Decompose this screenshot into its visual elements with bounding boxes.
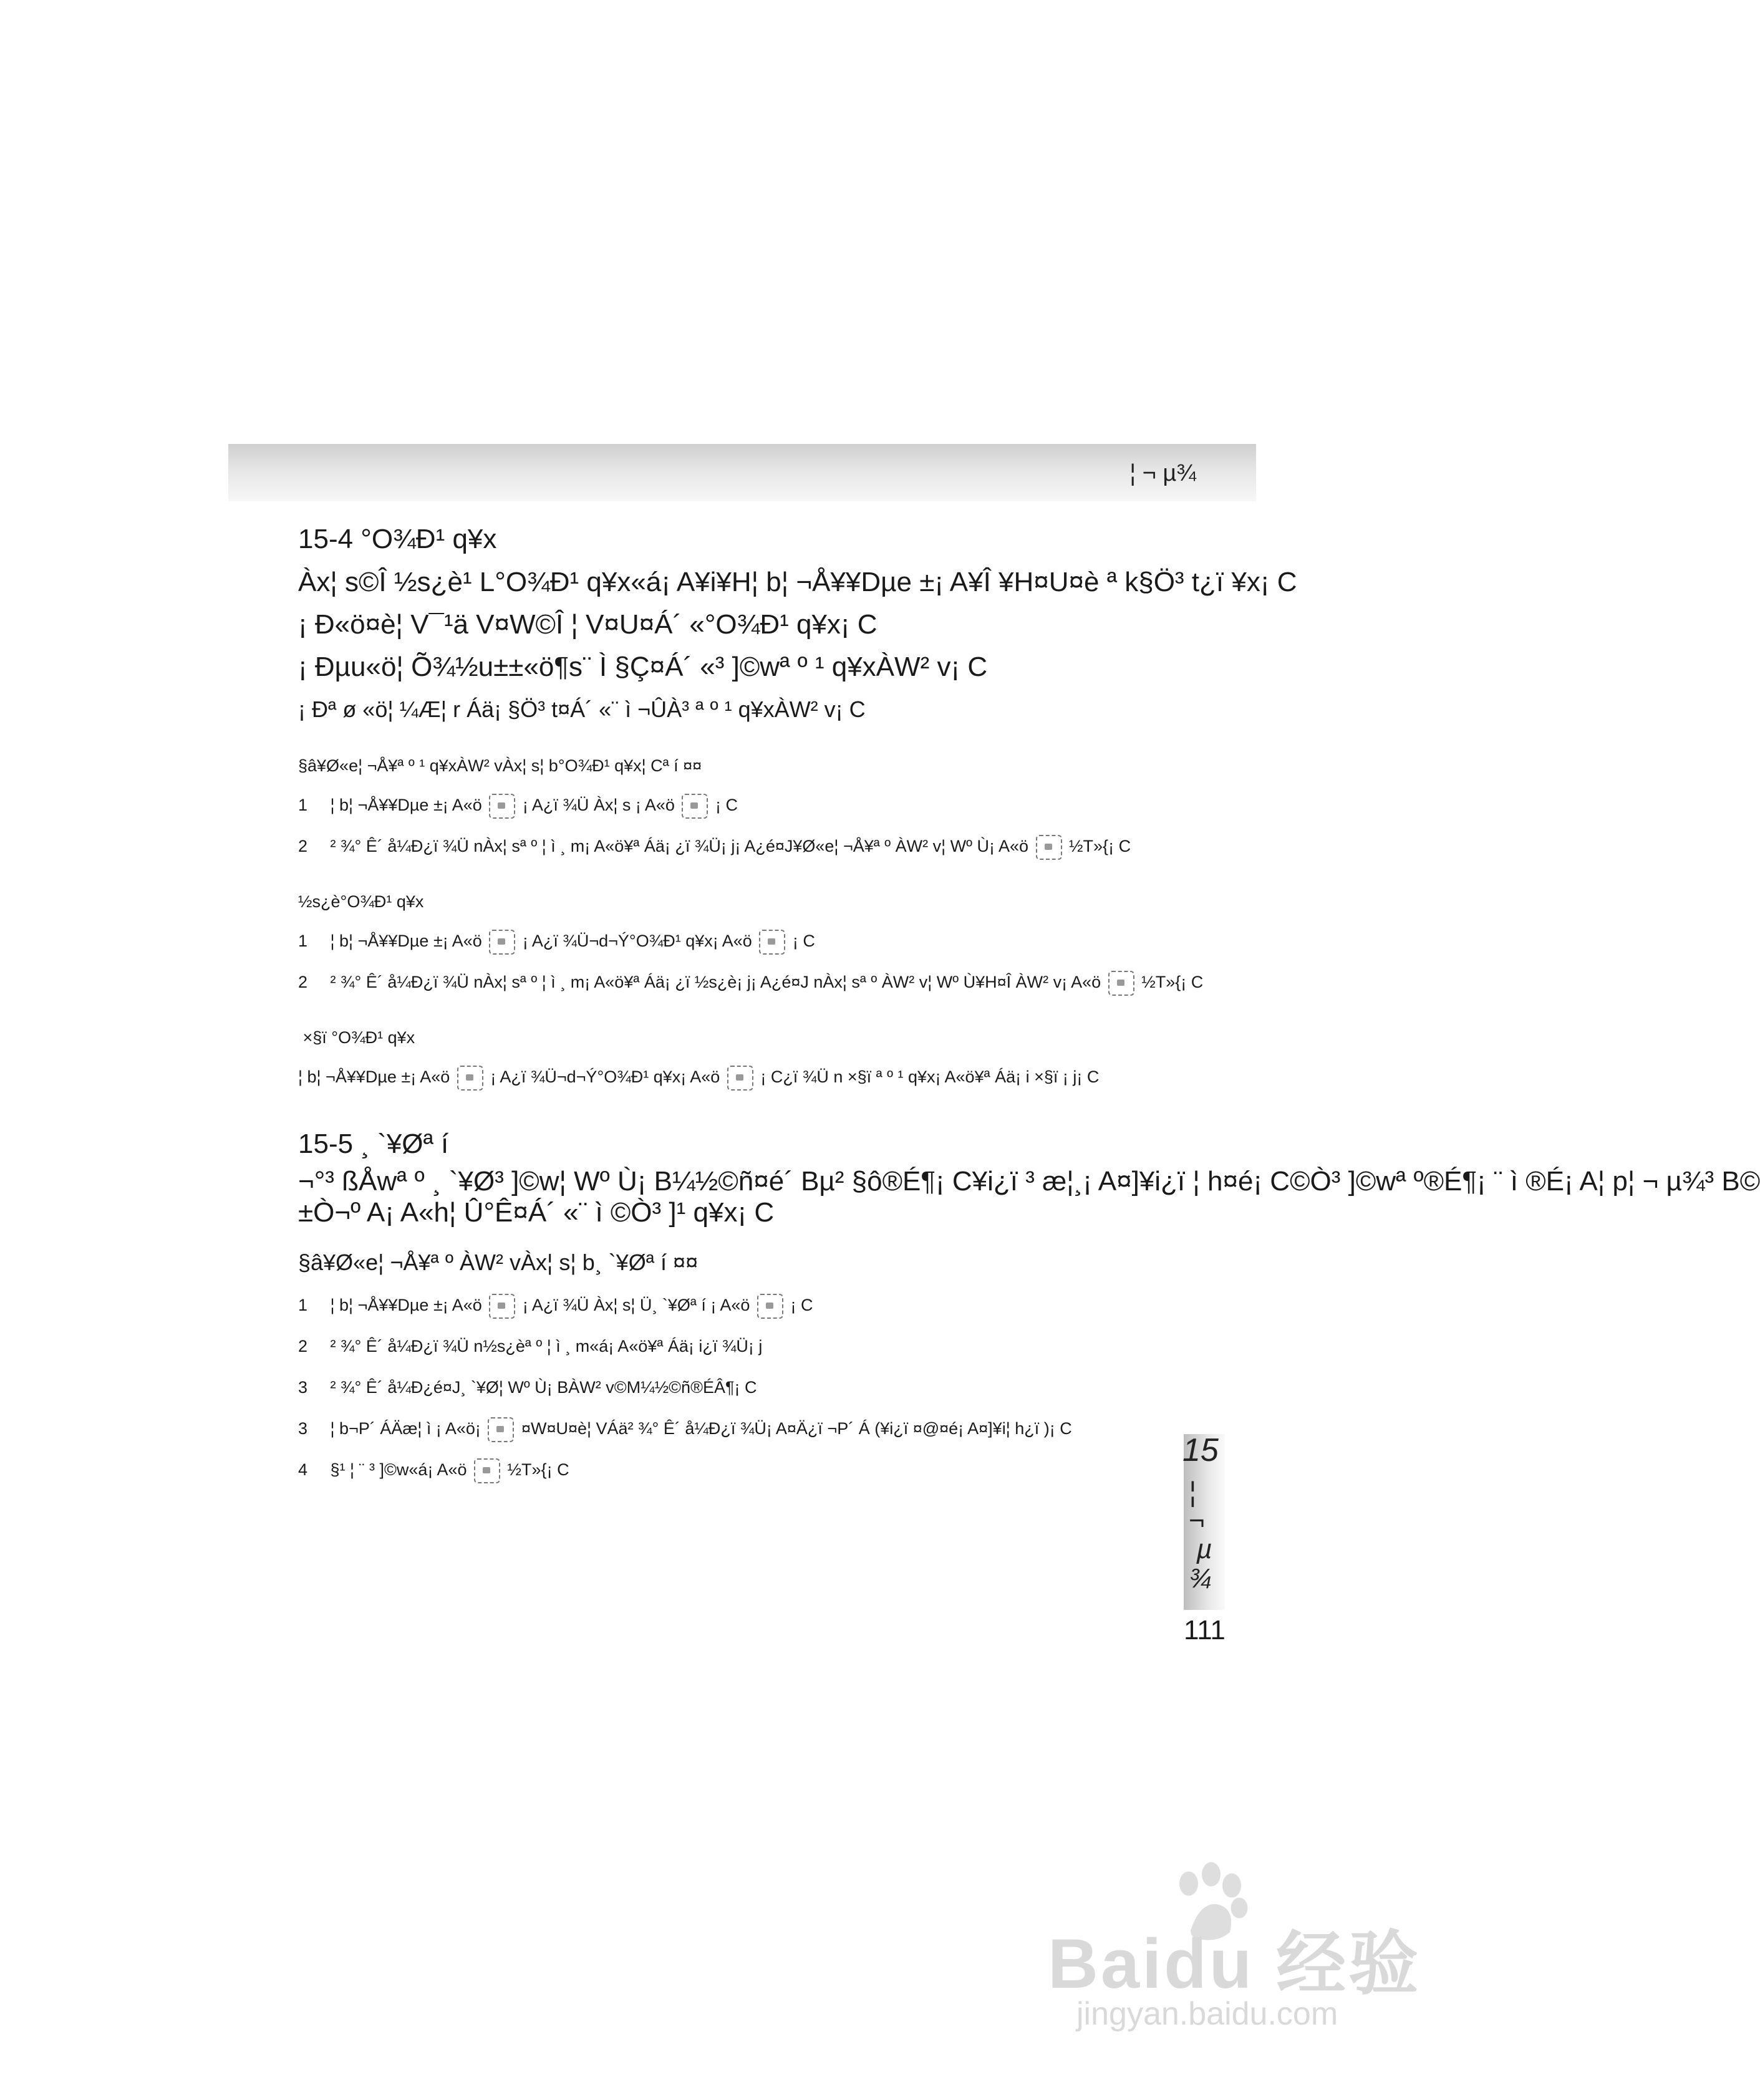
step-text-tail: ¡ A¿ï ¾Ü Àx¦ s ¡ A«ö: [522, 796, 675, 814]
step-text: ² ¾° Ê´ å¼Ð¿é¤J¸ `¥Ø¦ Wº Ù¡ BÀW² v©M¼½©ñ®ÉÂ¶¡ C: [330, 1378, 757, 1397]
step-text-tail: ¤W¤U¤è¦ VÁä² ¾° Ê´ å¼Ð¿ï ¾Ü¡ A¤Ä¿ï ¬P´ Á (¥i¿ï ¤@¤é¡ A¤]¥i¦ h¿ï )¡ C: [521, 1419, 1072, 1438]
step-number: 3: [298, 1378, 308, 1397]
ok-button-icon: [757, 1294, 783, 1319]
schedule-step-1: [298, 1284, 1277, 1326]
delete-line: [298, 1056, 1277, 1097]
step-text-mid: ¡ A¿ï ¾Ü¬d¬Ý°O¾Ð¹ q¥x¡ A«ö: [490, 1067, 720, 1086]
step-number: 1: [298, 796, 308, 814]
section-1-line-2: ¡ Ð«ö¤è¦ V¯¹ä V¤W©Î ¦ V¤U¤Á´ «°O¾Ð¹ q¥x¡ C: [298, 609, 878, 640]
section-2-intro: §â¥Ø«e¦ ¬Å¥ª º ÀW² vÀx¦ s¦ b¸ `¥Øª í ¤¤: [298, 1250, 699, 1275]
edit-step-1: [298, 920, 1277, 961]
step-number: 3: [298, 1419, 308, 1438]
ok-button-icon: [1108, 971, 1134, 996]
store-step-1: [298, 784, 1277, 826]
chapter-header-band: [228, 444, 1256, 501]
section-1-line-1: Àx¦ s©Î ½s¿è¹ L°O¾Ð¹ q¥x«á¡ A¥i¥H¦ b¦ ¬Å¥¥Dµe ±¡ A¥Î ¥H¤U¤è ª k§Ö³ t¿ï ¥x¡ C: [298, 567, 1297, 597]
step-text-tail: ½T»{¡ C: [1069, 837, 1131, 855]
delete-intro: ×§ï °O¾Ð¹ q¥x: [298, 1028, 415, 1047]
step-text: ¦ b¦ ¬Å¥¥Dµe ±¡ A«ö: [330, 932, 482, 950]
step-number: 1: [298, 1296, 308, 1314]
section-1-line-4: ¡ Ðª ø «ö¦ ¼Æ¦ r Áä¡ §Ö³ t¤Á´ «¨ ì ¬ÛÀ³ ª º ¹ q¥xÀW² v¡ C: [298, 696, 866, 722]
menu-button-icon: [489, 1294, 515, 1319]
step-number: 4: [298, 1460, 308, 1479]
section-1-title: 15-4 °O¾Ð¹ q¥x: [298, 524, 497, 554]
section-2-title: 15-5 ¸ `¥Øª í: [298, 1129, 449, 1159]
step-text: ² ¾° Ê´ å¼Ð¿ï ¾Ü nÀx¦ sª º ¦ ì ¸ m¡ A«ö¥ª Áä¡ ¿ï ¾Ü¡ j¡ A¿é¤J¥Ø«e¦ ¬Å¥ª º ÀW² v¦ Wº Ù¡ A«ö: [330, 837, 1028, 855]
main-content: [298, 518, 1760, 1490]
step-number: 2: [298, 1337, 308, 1356]
step-text: ² ¾° Ê´ å¼Ð¿ï ¾Ü n½s¿èª º ¦ ì ¸ m«á¡ A«ö¥ª Áä¡ i¿ï ¾Ü¡ j: [330, 1337, 763, 1356]
chapter-tab-label: ¦ ¬ µ¾: [1189, 1476, 1212, 1594]
section-2-para-2: ±Ò¬º A¡ A«h¦ Û°Ê¤Á´ «¨ ì ©Ò³ ]¹ q¥x¡ C: [298, 1197, 775, 1228]
ok-button-icon: [727, 1066, 753, 1091]
store-step-2: [298, 826, 1277, 867]
edit-step-2: [298, 961, 1277, 1003]
edit-intro: ½s¿è°O¾Ð¹ q¥x: [298, 892, 424, 911]
step-text: ² ¾° Ê´ å¼Ð¿ï ¾Ü nÀx¦ sª º ¦ ì ¸ m¡ A«ö¥ª Áä¡ ¿ï ½s¿è¡ j¡ A¿é¤J nÀx¦ sª º ÀW² v¦ Wº Ù¥H¤Î ÀW² v¡ A«ö: [330, 973, 1101, 991]
watermark-logo: Baidu 经验: [1048, 1925, 1421, 2003]
step-text-tail: ¡ A¿ï ¾Ü¬d¬Ý°O¾Ð¹ q¥x¡ A«ö: [522, 932, 752, 950]
step-text-end: ¡ C: [792, 932, 815, 950]
schedule-step-3: [298, 1367, 1277, 1408]
menu-button-icon: [457, 1066, 483, 1091]
step-text-tail: ½T»{¡ C: [1141, 973, 1204, 991]
section-1-line-3: ¡ Ðµu«ö¦ Õ¾½u±±«ö¶s¨ Ì §Ç¤Á´ «³ ]©wª º ¹ q¥xÀW² v¡ C: [298, 652, 988, 682]
watermark-url: jingyan.baidu.com: [1076, 1996, 1338, 2032]
step-text: ¦ b¦ ¬Å¥¥Dµe ±¡ A«ö: [330, 796, 482, 814]
step-text: ¦ b¦ ¬Å¥¥Dµe ±¡ A«ö: [298, 1067, 450, 1086]
step-text-tail: ¡ A¿ï ¾Ü Àx¦ s¦ Ü¸ `¥Øª í ¡ A«ö: [522, 1296, 750, 1314]
schedule-step-4: [298, 1408, 1277, 1449]
ok-button-icon: [1036, 835, 1062, 860]
ok-button-icon: [682, 794, 708, 819]
step-number: 2: [298, 837, 308, 855]
step-text-tail: ½T»{¡ C: [507, 1460, 569, 1479]
step-text-tail: ¡ C¿ï ¾Ü n ×§ï ª º ¹ q¥x¡ A«ö¥ª Áä¡ i ×§ï ¡ j¡ C: [760, 1067, 1100, 1086]
step-text: ¦ b¦ ¬Å¥¥Dµe ±¡ A«ö: [330, 1296, 482, 1314]
step-text: §¹ ¦ ¨ ³ ]©w«á¡ A«ö: [330, 1460, 467, 1479]
step-text-end: ¡ C: [715, 796, 738, 814]
chapter-number: 15: [1182, 1432, 1219, 1468]
page-number: 111: [1184, 1615, 1226, 1645]
schedule-step-5: [298, 1449, 1277, 1490]
section-2-para-1: ¬°³ ßÅwª º ¸ `¥Ø³ ]©w¦ Wº Ù¡ B¼½©ñ¤é´ Bµ² §ô®É¶¡ C¥i¿ï ³ æ¦¸¡ A¤]¥i¿ï ¦ h¤é¡ C©Ò³ ]©wª º®É¶¡ ¨ ì ®É¡ A¦ p¦ ¬ µ¾³ B©: [298, 1166, 1760, 1197]
arrow-keys-icon: [488, 1417, 514, 1442]
schedule-step-2: [298, 1326, 1277, 1367]
step-text: ¦ b¬P´ ÁÄæ¦ ì ¡ A«ö¡: [330, 1419, 481, 1438]
chapter-title: ¦ ¬ µ¾: [1129, 460, 1196, 486]
ok-button-icon: [759, 930, 785, 955]
step-number: 1: [298, 932, 308, 950]
menu-button-icon: [489, 930, 515, 955]
step-number: 2: [298, 973, 308, 991]
menu-button-icon: [489, 794, 515, 819]
ok-button-icon: [474, 1458, 500, 1483]
step-text-end: ¡ C: [790, 1296, 813, 1314]
store-intro: §â¥Ø«e¦ ¬Å¥ª º ¹ q¥xÀW² vÀx¦ s¦ b°O¾Ð¹ q¥x¦ Cª í ¤¤: [298, 756, 702, 775]
